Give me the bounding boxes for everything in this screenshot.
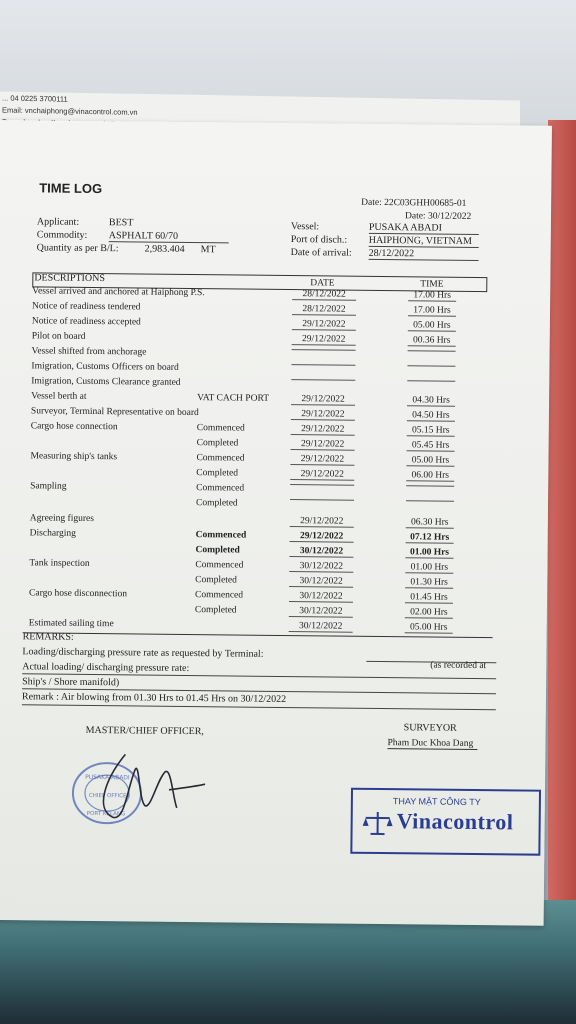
- row-label: Imigration, Customs Clearance granted: [31, 376, 181, 388]
- vinacontrol-logo: Vinacontrol: [396, 808, 514, 835]
- row-date: [290, 484, 354, 486]
- remarks-heading: REMARKS:: [22, 631, 74, 643]
- row-time: 04.30 Hrs: [407, 395, 455, 407]
- row-time: 02.00 Hrs: [405, 607, 453, 619]
- row-label: Estimated sailing time: [28, 618, 114, 630]
- row-status: Commenced: [196, 453, 245, 464]
- row-status: Commenced: [195, 530, 247, 541]
- row-time: 00.36 Hrs: [408, 335, 456, 347]
- vessel-label: Vessel:: [290, 221, 320, 233]
- row-date: 29/12/2022: [291, 394, 355, 406]
- red-folder-edge: [548, 120, 576, 920]
- row-date: [292, 349, 356, 351]
- row-status: Commenced: [194, 590, 244, 601]
- column-date: DATE: [310, 278, 335, 289]
- doc-reference: Date: 22C03GHH00685-01: [361, 197, 467, 209]
- time-log-sheet: [0, 120, 552, 926]
- vessel-value: PUSAKA ABADI: [369, 222, 479, 235]
- arrival-value: 28/12/2022: [369, 248, 479, 261]
- row-time: 05.00 Hrs: [406, 455, 454, 467]
- scrap-email: Email: vnchaiphong@vinacontrol.com.vn: [2, 105, 138, 117]
- row-label: Cargo hose disconnection: [28, 588, 128, 600]
- row-time: 05.00 Hrs: [408, 320, 456, 332]
- arrival-label: Date of arrival:: [290, 247, 352, 259]
- row-status: Completed: [195, 575, 237, 586]
- row-label: Vessel arrived and anchored at Haiphong P.S.: [32, 286, 205, 299]
- row-status: Completed: [196, 438, 239, 449]
- row-label: Surveyor, Terminal Representative on board: [30, 406, 199, 419]
- row-date: 29/12/2022: [291, 409, 355, 421]
- row-label: Tank inspection: [29, 558, 90, 569]
- row-time: [407, 380, 455, 382]
- row-date: 29/12/2022: [292, 334, 356, 346]
- row-time: 05.15 Hrs: [407, 425, 455, 437]
- remarks-line-3: Ship's / Shore manifold): [22, 676, 120, 689]
- row-date: 30/12/2022: [289, 591, 353, 603]
- remarks-air-blowing: Remark : Air blowing from 01.30 Hrs to 01.45 Hrs on 30/12/2022: [21, 691, 287, 706]
- svg-text:PUSAKA ABADI: PUSAKA ABADI: [85, 773, 130, 782]
- row-date: 28/12/2022: [292, 289, 356, 301]
- row-status: Completed: [195, 498, 238, 509]
- column-time: TIME: [420, 279, 444, 290]
- row-date: 29/12/2022: [291, 424, 355, 436]
- row-date: 30/12/2022: [289, 576, 353, 588]
- applicant-label: Applicant:: [36, 216, 80, 228]
- row-time: [407, 365, 455, 367]
- vinacontrol-stamp: [350, 788, 541, 856]
- row-time: [406, 485, 454, 487]
- row-time: 06.00 Hrs: [406, 470, 454, 482]
- svg-text:CHIEF OFFICER: CHIEF OFFICER: [88, 792, 131, 800]
- row-status: Completed: [194, 605, 237, 616]
- row-date: 30/12/2022: [289, 546, 353, 558]
- row-date: 29/12/2022: [290, 531, 354, 543]
- row-label: Agreeing figures: [29, 513, 94, 525]
- row-time: 17.00 Hrs: [408, 305, 456, 317]
- row-time: 05.45 Hrs: [407, 440, 455, 452]
- scales-logo-icon: [363, 810, 393, 836]
- row-time: 06.30 Hrs: [406, 517, 454, 529]
- commodity-label: Commodity:: [36, 229, 88, 241]
- surveyor-label: SURVEYOR: [403, 722, 457, 734]
- row-time: 07.12 Hrs: [406, 532, 454, 544]
- row-date: [290, 499, 354, 501]
- row-status: Commenced: [196, 483, 245, 494]
- row-label: Notice of readiness tendered: [31, 301, 141, 313]
- quantity-label: Quantity as per B/L:: [36, 242, 119, 255]
- row-time: 01.00 Hrs: [405, 547, 453, 559]
- row-status: Completed: [196, 468, 239, 479]
- remarks-line-2-note: (as recorded at: [430, 660, 487, 672]
- row-time: 01.45 Hrs: [405, 592, 453, 604]
- remarks-line-2: Actual loading/ discharging pressure rate:: [22, 661, 190, 675]
- row-date: 29/12/2022: [290, 469, 354, 481]
- row-date: 29/12/2022: [290, 516, 354, 528]
- row-date: 28/12/2022: [292, 304, 356, 316]
- row-time: 04.50 Hrs: [407, 410, 455, 422]
- row-time: [406, 500, 454, 502]
- row-label: Notice of readiness accepted: [31, 316, 141, 328]
- row-label: Pilot on board: [31, 331, 86, 342]
- commodity-value: ASPHALT 60/70: [109, 230, 229, 243]
- row-time: [408, 350, 456, 352]
- remarks-line-1: Loading/discharging pressure rate as requested by Terminal:: [22, 646, 264, 660]
- row-time: 01.30 Hrs: [405, 577, 453, 589]
- row-time: 01.00 Hrs: [405, 562, 453, 574]
- quantity-unit: MT: [200, 244, 216, 256]
- row-date: 30/12/2022: [289, 621, 353, 633]
- scrap-line-1: ... 04 0225 3700111: [2, 93, 68, 104]
- surveyor-name: Pham Duc Khoa Dang: [387, 738, 477, 750]
- row-date: [291, 364, 355, 366]
- row-status: VAT CACH PORT: [197, 393, 270, 404]
- row-label: Discharging: [29, 528, 76, 539]
- row-date: 29/12/2022: [291, 439, 355, 451]
- quantity-value: 2,983.404: [144, 243, 185, 255]
- ship-stamp-and-signature: [64, 739, 215, 841]
- page-title: TIME LOG: [39, 180, 103, 197]
- remarks-blank-4: [22, 704, 496, 710]
- row-status: Completed: [195, 545, 240, 556]
- column-descriptions: DESCRIPTIONS: [34, 272, 105, 285]
- row-date: 30/12/2022: [289, 606, 353, 618]
- row-date: 30/12/2022: [289, 561, 353, 573]
- port-label: Port of disch.:: [290, 234, 348, 246]
- row-label: Measuring ship's tanks: [30, 451, 118, 463]
- row-status: Commenced: [196, 423, 245, 434]
- stamp-caption: THAY MẶT CÔNG TY: [392, 796, 481, 808]
- applicant-value: BEST: [108, 217, 134, 229]
- row-date: 29/12/2022: [290, 454, 354, 466]
- row-status: Commenced: [195, 560, 244, 571]
- row-label: Imigration, Customs Officers on board: [31, 361, 179, 373]
- row-date: [291, 379, 355, 381]
- row-time: 05.00 Hrs: [405, 622, 453, 634]
- master-signature-label: MASTER/CHIEF OFFICER,: [85, 724, 205, 738]
- row-date: 29/12/2022: [292, 319, 356, 331]
- row-time: 17.00 Hrs: [408, 290, 456, 302]
- row-label: Vessel shifted from anchorage: [31, 346, 147, 358]
- row-label: Cargo hose connection: [30, 421, 118, 433]
- port-value: HAIPHONG, VIETNAM: [369, 235, 479, 248]
- row-label: Vessel berth at: [31, 391, 87, 402]
- svg-text:PORT KELANG: PORT KELANG: [86, 810, 126, 818]
- row-label: Sampling: [30, 481, 67, 492]
- doc-date: Date: 30/12/2022: [404, 211, 472, 222]
